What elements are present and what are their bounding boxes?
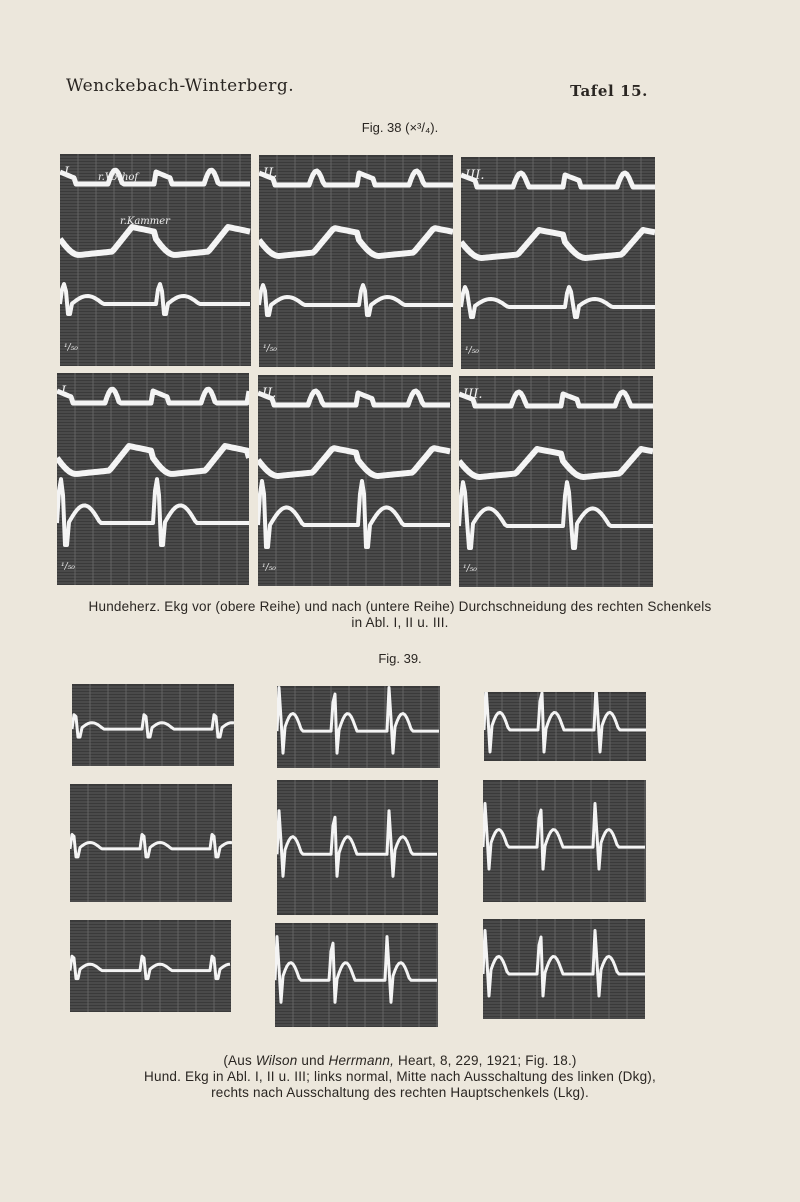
fig39-panel-dkg-I — [277, 686, 440, 768]
timescale-label: ¹/₅₀ — [463, 564, 477, 574]
fig39-panel-lkg-I — [484, 692, 646, 761]
source-prefix: (Aus — [223, 1053, 256, 1068]
header-plate-number: Tafel 15. — [570, 82, 648, 100]
ekg-trace — [70, 956, 230, 978]
fig39-panel-dkg-II — [277, 780, 438, 915]
fig39-panel-normal-III — [70, 920, 231, 1012]
source-author-2: Herrmann, — [328, 1053, 395, 1068]
fig39-panel-normal-II — [70, 784, 232, 902]
fig38-panel-I-before — [60, 154, 251, 366]
fig39-panel-svg — [72, 684, 234, 766]
timescale-label: ¹/₅₀ — [263, 344, 277, 354]
fig39-panel-svg — [70, 920, 231, 1012]
fig39-caption-line2: rechts nach Ausschaltung des rechten Hauptschenkels (Lkg). — [211, 1085, 589, 1100]
fig39-panel-dkg-III — [275, 923, 438, 1027]
fig38-caption — [40, 599, 760, 631]
fig38-panel-svg — [258, 375, 451, 586]
fig38-panel-svg — [60, 154, 251, 366]
fig38-panel-II-before — [259, 155, 453, 367]
fig38-panel-II-after — [258, 375, 451, 586]
lead-label: I. — [64, 165, 74, 180]
fig39-panel-lkg-III — [483, 919, 645, 1019]
timescale-label: ¹/₅₀ — [61, 562, 75, 572]
annotation-vorhof: r.Vorhof — [98, 172, 139, 183]
lead-label: III. — [463, 387, 483, 402]
fig38-panel-III-after — [459, 376, 653, 587]
fig39-panel-svg — [484, 692, 646, 761]
fig38-title: Fig. 38 (×³/₄). — [361, 120, 439, 135]
fig38-panel-svg — [459, 376, 653, 587]
fig38-caption-line2: in Abl. I, II u. III. — [351, 615, 449, 630]
lead-label: II. — [263, 166, 278, 181]
fig39-panel-svg — [70, 784, 232, 902]
lead-label: II. — [262, 386, 277, 401]
fig38-panel-I-after — [57, 373, 249, 585]
annotation-kammer: r.Kammer — [120, 216, 170, 227]
fig39-panel-normal-I — [72, 684, 234, 766]
fig39-title: Fig. 39. — [378, 651, 422, 666]
fig39-panel-svg — [483, 780, 646, 902]
fig38-panel-svg — [57, 373, 249, 585]
fig39-caption — [40, 1053, 760, 1101]
source-author-1: Wilson — [255, 1053, 298, 1068]
fig38-panel-III-before — [461, 157, 655, 369]
fig39-panel-lkg-II — [483, 780, 646, 902]
fig39-panel-svg — [483, 919, 645, 1019]
lead-label: III. — [465, 168, 485, 183]
fig39-panel-svg — [275, 923, 438, 1027]
fig39-panel-svg — [277, 780, 438, 915]
fig39-caption-line1: Hund. Ekg in Abl. I, II u. III; links normal, Mitte nach Ausschaltung des linken (Dkg), — [144, 1069, 656, 1084]
timescale-label: ¹/₅₀ — [64, 343, 78, 353]
fig38-panel-svg — [461, 157, 655, 369]
fig38-caption-line1: Hundeherz. Ekg vor (obere Reihe) und nach (untere Reihe) Durchschneidung des rechten Schenkels — [88, 599, 712, 614]
timescale-label: ¹/₅₀ — [262, 563, 276, 573]
fig38-panel-svg — [259, 155, 453, 367]
header-authors: Wenckebach-Winterberg. — [66, 76, 295, 96]
source-rest: Heart, 8, 229, 1921; Fig. 18.) — [394, 1053, 577, 1068]
source-and: und — [297, 1053, 329, 1068]
timescale-label: ¹/₅₀ — [465, 346, 479, 356]
fig39-panel-svg — [277, 686, 440, 768]
lead-label: I. — [61, 384, 71, 399]
fig39-source — [40, 1053, 760, 1069]
